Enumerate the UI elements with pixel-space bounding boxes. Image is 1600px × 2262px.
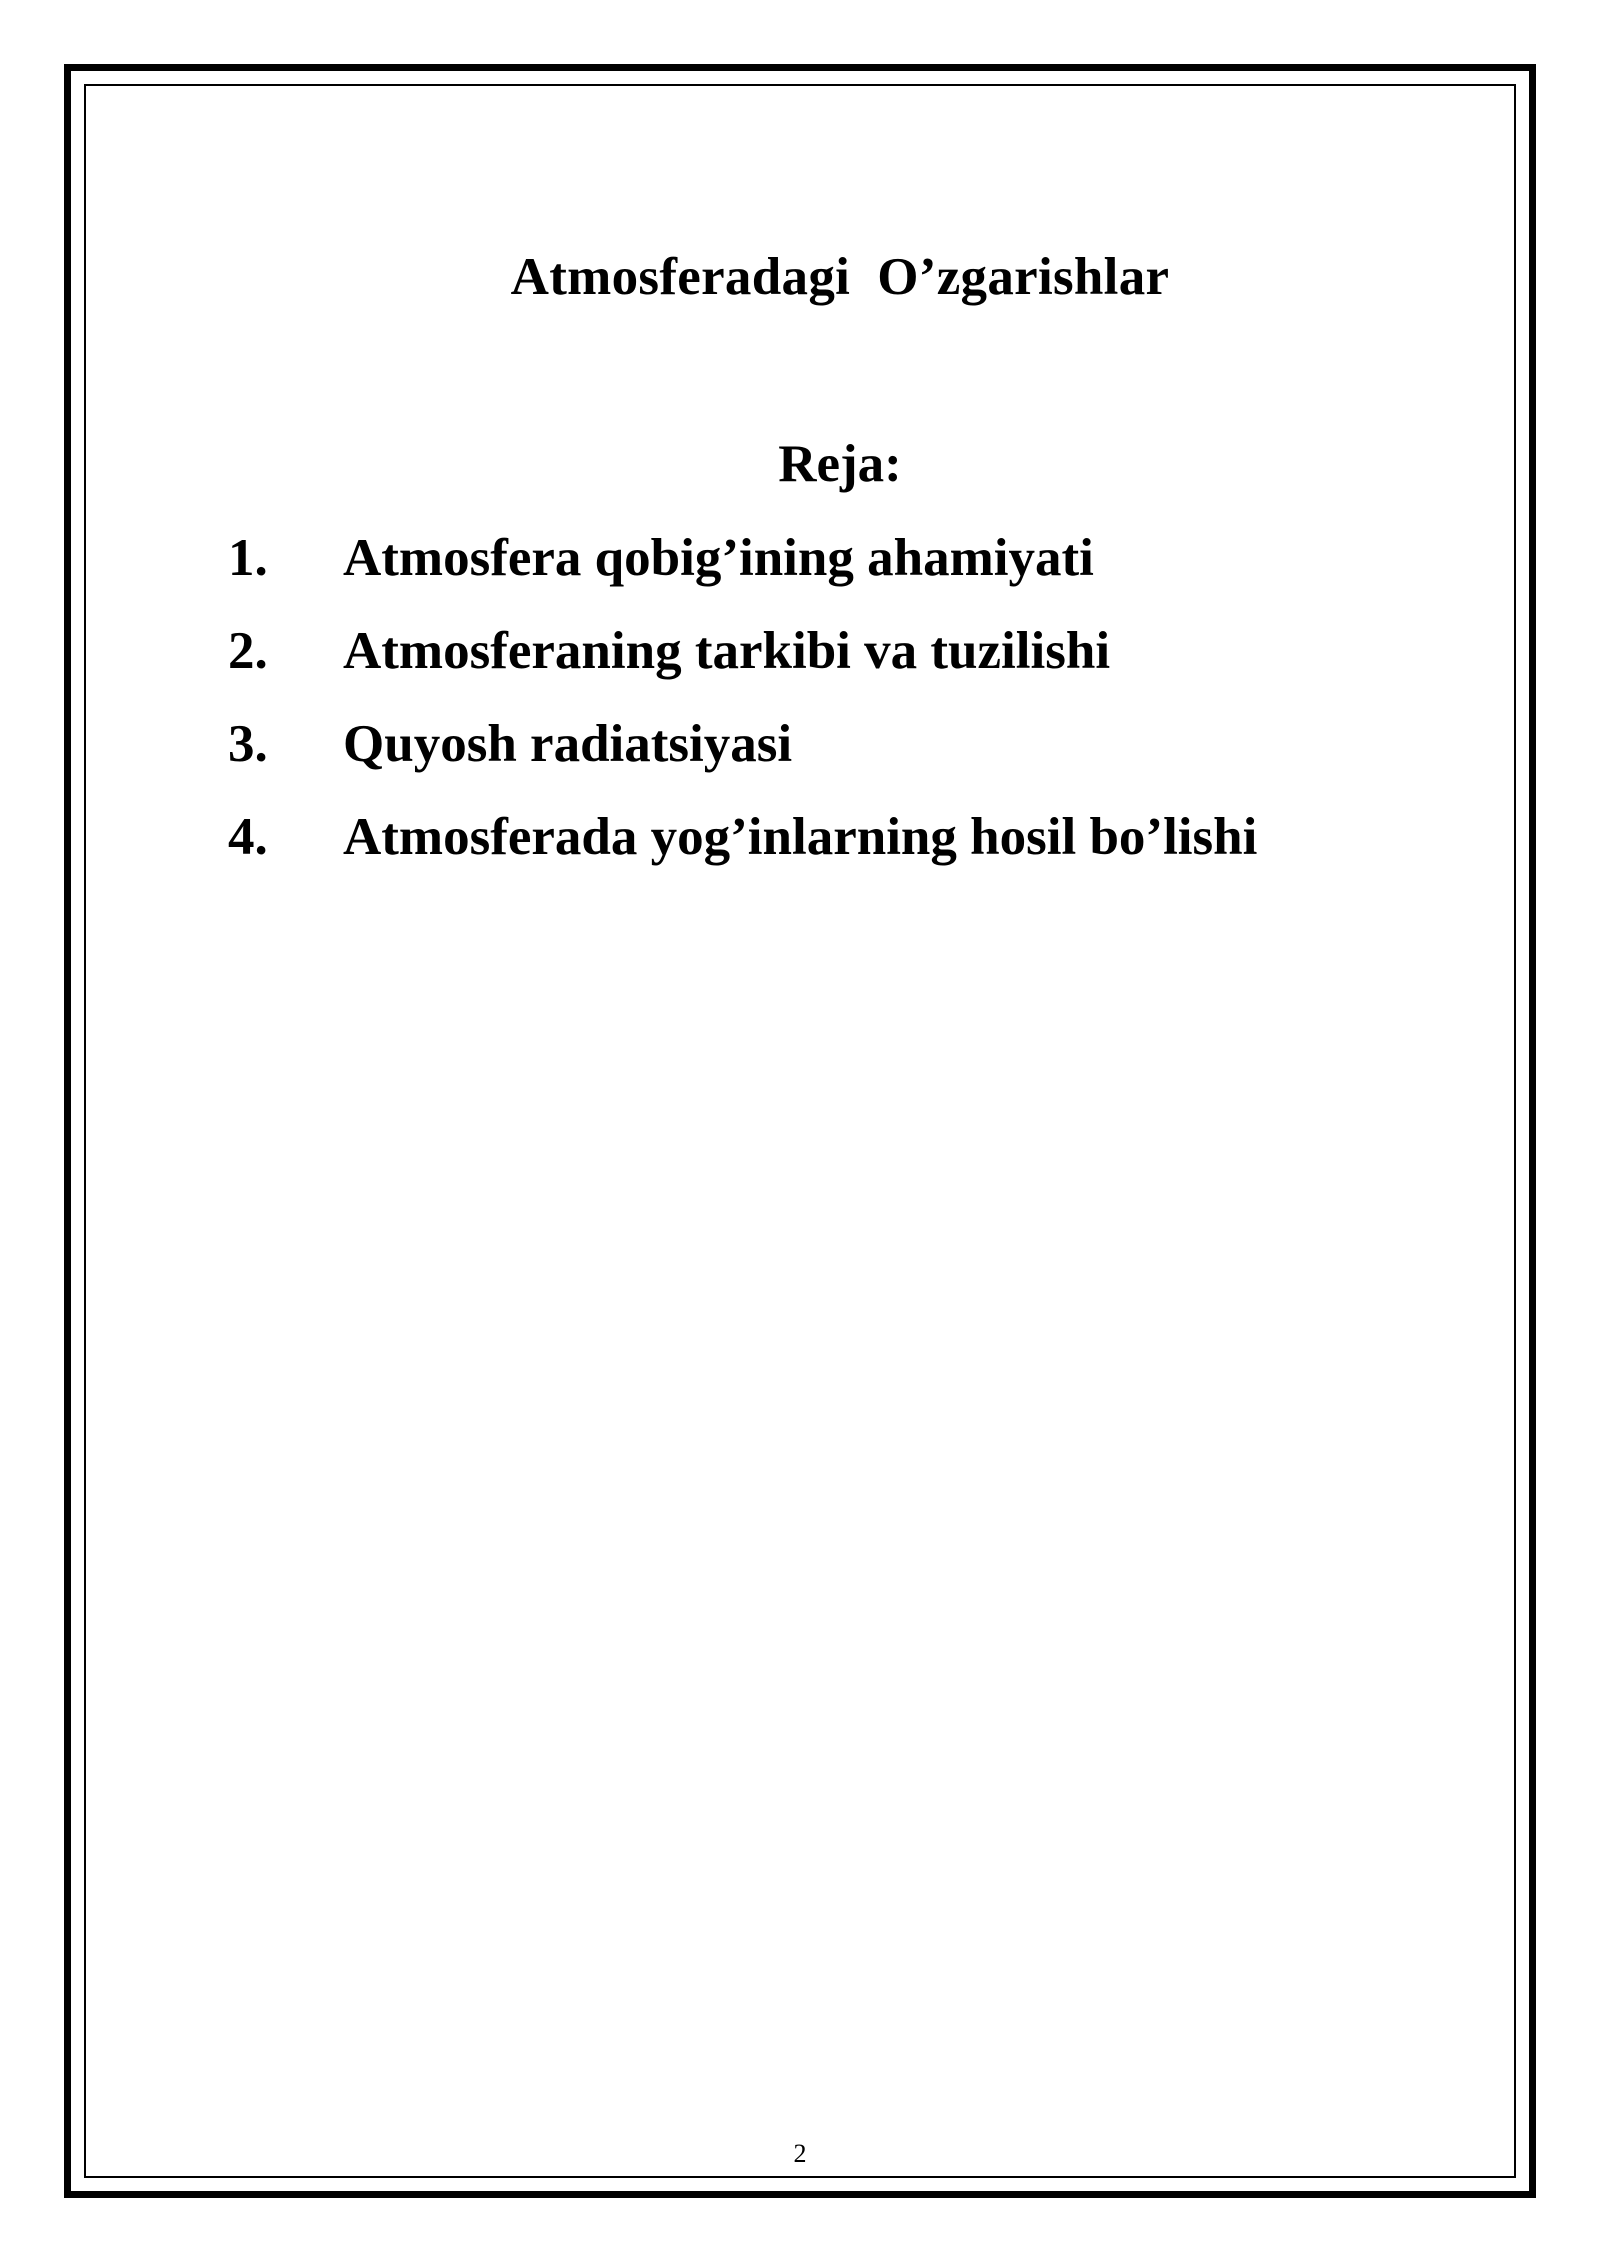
plan-list (228, 524, 1257, 896)
plan-heading: Reja: (778, 435, 902, 493)
plan-item (228, 803, 1257, 896)
plan-item-number: 1. (228, 529, 268, 587)
plan-item (228, 617, 1257, 710)
page-number: 2 (793, 2139, 807, 2168)
plan-item-number: 3. (228, 715, 268, 773)
plan-item (228, 524, 1257, 617)
plan-item-number: 4. (228, 808, 268, 866)
plan-item-number: 2. (228, 622, 268, 680)
plan-item-text: Atmosfera qobig’ining ahamiyati (343, 529, 1094, 587)
document-title: Atmosferadagi O’zgarishlar (510, 248, 1170, 306)
plan-item (228, 710, 1257, 803)
plan-item-text: Quyosh radiatsiyasi (343, 715, 793, 773)
plan-item-text: Atmosferada yog’inlarning hosil bo’lishi (343, 808, 1258, 866)
plan-item-text: Atmosferaning tarkibi va tuzilishi (343, 622, 1111, 680)
